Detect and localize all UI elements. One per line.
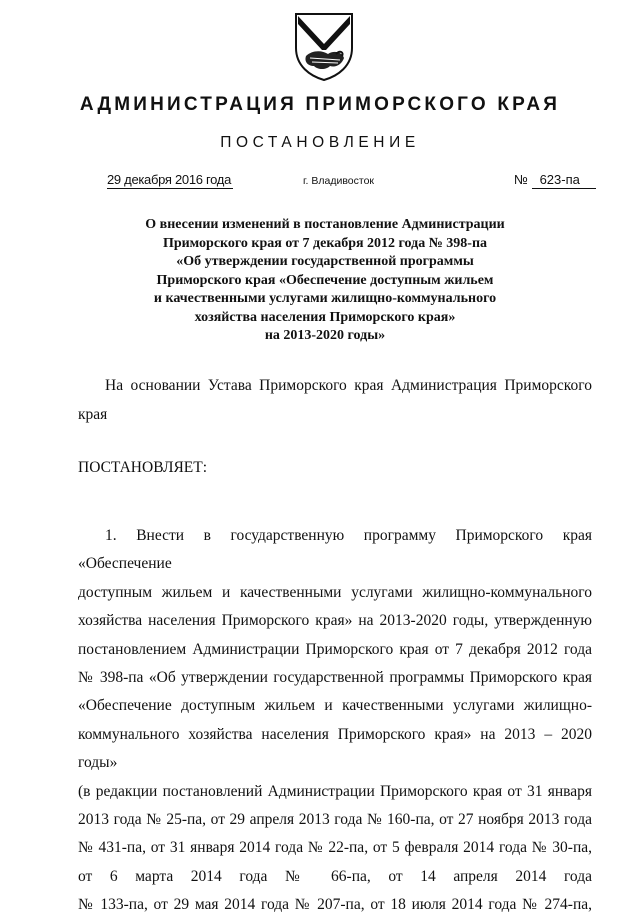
paragraph-line: хозяйства населения Приморского края» на 2013-2020 годы, утвержденную: [78, 612, 592, 630]
heading-line: Приморского края от 7 декабря 2012 года № 398-па: [162, 235, 488, 251]
heading-line: «Об утверждении государственной программы: [176, 254, 474, 269]
document-type: ПОСТАНОВЛЕНИЕ: [220, 134, 420, 151]
heading-line: и качественными услугами жилищно-коммунального: [153, 291, 497, 306]
coat-of-arms-icon: [292, 10, 356, 82]
heading-line: О внесении изменений в постановление Администрации: [145, 217, 505, 232]
document-city: г. Владивосток: [303, 175, 375, 187]
heading-line: Приморского края «Обеспечение доступным жильем: [156, 272, 494, 288]
number-value: 623-па: [532, 172, 596, 189]
paragraph-line: «Обеспечение доступным жильем и качественными услугами жилищно-: [78, 697, 592, 715]
paragraph-line: от 6 марта 2014 года № 66-па, от 14 апреля 2014 года: [78, 867, 592, 885]
paragraph-1: [78, 522, 592, 920]
paragraph-line: 1. Внести в государственную программу Приморского края «Обеспечение: [78, 527, 592, 573]
heading-line: хозяйства населения Приморского края»: [194, 309, 456, 325]
organization-title: АДМИНИСТРАЦИЯ ПРИМОРСКОГО КРАЯ: [79, 94, 561, 115]
paragraph-line: постановлением Администрации Приморского края от 7 декабря 2012 года: [78, 640, 592, 658]
decree-word: ПОСТАНОВЛЯЕТ:: [78, 459, 208, 476]
document-date: 29 декабря 2016 года: [107, 172, 232, 187]
paragraph-line: доступным жильем и качественными услугами жилищно-коммунального: [78, 583, 592, 601]
paragraph-line: № 398-па «Об утверждении государственной программы Приморского края: [78, 669, 592, 687]
paragraph-line: № 431-па, от 31 января 2014 года № 22-па, от 5 февраля 2014 года № 30-па,: [78, 839, 592, 857]
document-heading: [100, 216, 550, 346]
paragraph-line: 2013 года № 25-па, от 29 апреля 2013 года № 160-па, от 27 ноября 2013 года: [78, 811, 592, 829]
paragraph-line: (в редакции постановлений Администрации Приморского края от 31 января: [78, 782, 592, 800]
document-number: [514, 172, 596, 189]
basis-paragraph: На основании Устава Приморского края Администрация Приморского края: [78, 377, 592, 423]
paragraph-line: коммунального хозяйства населения Приморского края» на 2013 – 2020 годы»: [78, 725, 592, 772]
number-label: №: [514, 172, 528, 187]
heading-line: на 2013-2020 годы»: [264, 328, 386, 343]
paragraph-line: № 133-па, от 29 мая 2014 года № 207-па, от 18 июля 2014 года № 274-па,: [78, 896, 592, 914]
